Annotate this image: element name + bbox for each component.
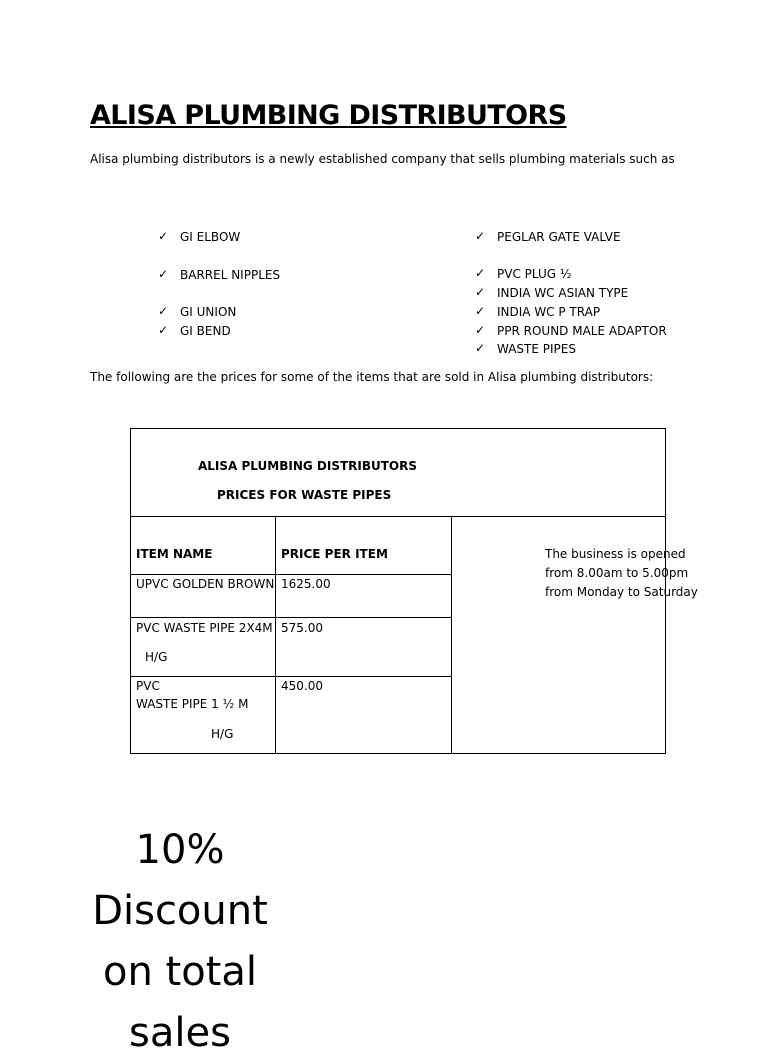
discount-line: sales — [129, 1010, 231, 1056]
discount-line: 10% — [135, 827, 225, 873]
checkmark-icon: ✓ — [475, 266, 486, 280]
table-border — [275, 516, 276, 754]
business-hours — [545, 545, 698, 602]
table-border — [130, 753, 666, 754]
prices-intro: The following are the prices for some of the items that are sold in Alisa plumbing distributors: — [90, 370, 654, 384]
column-header-item: ITEM NAME — [136, 547, 213, 561]
table-subheading: PRICES FOR WASTE PIPES — [217, 488, 392, 502]
list-item: GI UNION — [180, 305, 237, 319]
table-heading: ALISA PLUMBING DISTRIBUTORS — [198, 459, 418, 473]
list-item: INDIA WC P TRAP — [497, 305, 601, 319]
list-item: PVC PLUG ½ — [497, 267, 572, 281]
checkmark-icon: ✓ — [158, 229, 169, 243]
list-item: PPR ROUND MALE ADAPTOR — [497, 324, 667, 338]
table-border — [451, 516, 452, 754]
item-name-suffix: H/G — [145, 650, 168, 664]
hours-line: from Monday to Saturday — [545, 585, 698, 599]
document-title: ALISA PLUMBING DISTRIBUTORS — [90, 100, 567, 131]
hours-line: The business is opened — [545, 547, 686, 561]
table-border — [130, 428, 666, 429]
table-border — [130, 574, 451, 575]
table-border — [130, 516, 666, 517]
item-name: UPVC GOLDEN BROWN — [136, 577, 275, 591]
list-item: INDIA WC ASIAN TYPE — [497, 286, 629, 300]
intro-paragraph: Alisa plumbing distributors is a newly established company that sells plumbing materials such as — [90, 152, 675, 166]
checkmark-icon: ✓ — [475, 323, 486, 337]
checkmark-icon: ✓ — [158, 267, 169, 281]
hours-line: from 8.00am to 5.00pm — [545, 566, 689, 580]
item-name: PVC WASTE PIPE 2X4M — [136, 621, 273, 635]
checkmark-icon: ✓ — [158, 304, 169, 318]
list-item: PEGLAR GATE VALVE — [497, 230, 621, 244]
list-item: GI BEND — [180, 324, 231, 338]
item-name: PVC — [136, 679, 160, 693]
list-item: BARREL NIPPLES — [180, 268, 281, 282]
table-border — [130, 676, 451, 677]
discount-callout — [60, 820, 300, 1064]
column-header-price: PRICE PER ITEM — [281, 547, 388, 561]
item-price: 575.00 — [281, 621, 323, 635]
discount-line: on total — [102, 949, 257, 995]
item-price: 450.00 — [281, 679, 323, 693]
checkmark-icon: ✓ — [475, 304, 486, 318]
item-price: 1625.00 — [281, 577, 331, 591]
checkmark-icon: ✓ — [158, 323, 169, 337]
discount-line: Discount — [92, 888, 268, 934]
checkmark-icon: ✓ — [475, 229, 486, 243]
checkmark-icon: ✓ — [475, 285, 486, 299]
table-border — [130, 428, 131, 754]
item-name-continued: WASTE PIPE 1 ½ M — [136, 697, 249, 711]
list-item: WASTE PIPES — [497, 342, 576, 356]
checkmark-icon: ✓ — [475, 341, 486, 355]
table-border — [130, 617, 451, 618]
item-name-suffix: H/G — [211, 727, 234, 741]
list-item: GI ELBOW — [180, 230, 241, 244]
